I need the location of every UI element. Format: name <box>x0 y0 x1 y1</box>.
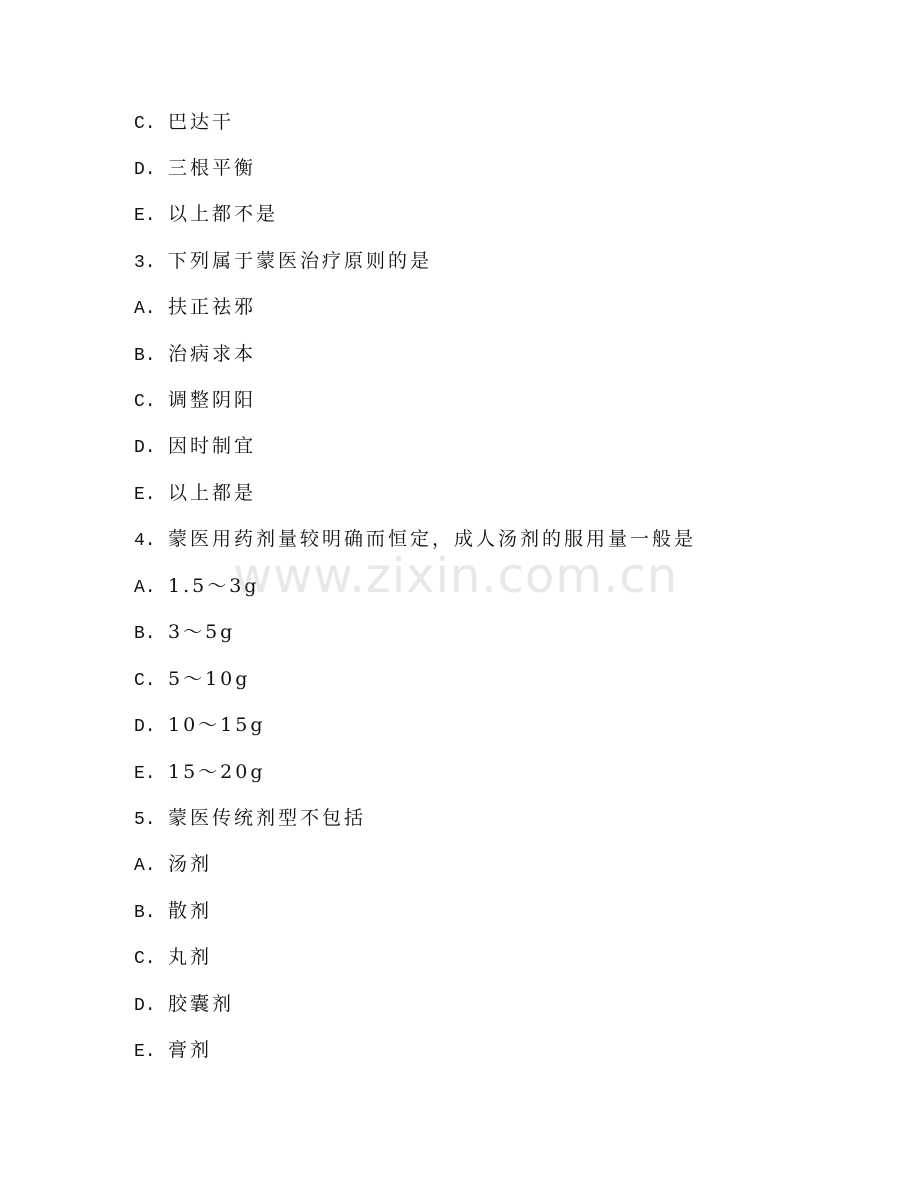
option-e-q3 <box>134 478 256 508</box>
question-5 <box>134 803 366 833</box>
option-text: 15～20g <box>168 761 266 783</box>
option-label: B. <box>134 903 156 923</box>
watermark: www.zixin.com.cn <box>233 548 679 604</box>
option-label: A. <box>134 856 156 876</box>
option-a-q5 <box>134 849 212 879</box>
option-text: 因时制宜 <box>168 435 257 457</box>
option-label: D. <box>134 438 156 458</box>
option-e-q5 <box>134 1035 212 1065</box>
option-b-q5 <box>134 896 212 926</box>
option-b-q4 <box>134 617 235 647</box>
option-label: D. <box>134 996 156 1016</box>
option-text: 3～5g <box>168 621 236 643</box>
option-label: B. <box>134 624 156 644</box>
option-text: 三根平衡 <box>168 157 257 179</box>
option-label: E. <box>134 206 156 226</box>
option-d-q4 <box>134 710 266 740</box>
option-d-q5 <box>134 989 234 1019</box>
option-text: 膏剂 <box>168 1039 213 1061</box>
option-label: D. <box>134 160 156 180</box>
option-label: C. <box>134 392 156 412</box>
option-text: 巴达干 <box>168 111 235 133</box>
option-c-q2 <box>134 107 234 137</box>
option-label: E. <box>134 485 156 505</box>
option-text: 以上都是 <box>168 482 257 504</box>
option-label: C. <box>134 671 156 691</box>
option-d-q2 <box>134 153 256 183</box>
option-text: 10～15g <box>168 714 266 736</box>
option-label: C. <box>134 949 156 969</box>
option-text: 1.5～3g <box>168 575 260 597</box>
option-label: B. <box>134 346 156 366</box>
option-label: A. <box>134 299 156 319</box>
option-text: 治病求本 <box>168 343 257 365</box>
question-text: 蒙医用药剂量较明确而恒定，成人汤剂的服用量一般是 <box>168 528 697 550</box>
option-a-q3 <box>134 292 256 322</box>
option-text: 调整阴阳 <box>168 389 257 411</box>
question-number: 3. <box>134 253 156 273</box>
option-text: 扶正祛邪 <box>168 296 257 318</box>
option-label: E. <box>134 1042 156 1062</box>
question-3 <box>134 246 432 276</box>
option-label: C. <box>134 114 156 134</box>
question-text: 蒙医传统剂型不包括 <box>168 807 367 829</box>
option-c-q5 <box>134 942 212 972</box>
option-e-q4 <box>134 757 266 787</box>
question-number: 4. <box>134 531 156 551</box>
option-c-q4 <box>134 664 250 694</box>
option-text: 散剂 <box>168 900 213 922</box>
option-c-q3 <box>134 385 256 415</box>
option-text: 胶囊剂 <box>168 993 235 1015</box>
option-text: 以上都不是 <box>168 203 279 225</box>
question-text: 下列属于蒙医治疗原则的是 <box>168 250 433 272</box>
question-number: 5. <box>134 810 156 830</box>
option-text: 丸剂 <box>168 946 213 968</box>
option-d-q3 <box>134 431 256 461</box>
option-e-q2 <box>134 199 278 229</box>
option-label: D. <box>134 717 156 737</box>
option-text: 5～10g <box>168 668 251 690</box>
option-text: 汤剂 <box>168 853 213 875</box>
option-label: A. <box>134 578 156 598</box>
option-label: E. <box>134 764 156 784</box>
option-b-q3 <box>134 339 256 369</box>
